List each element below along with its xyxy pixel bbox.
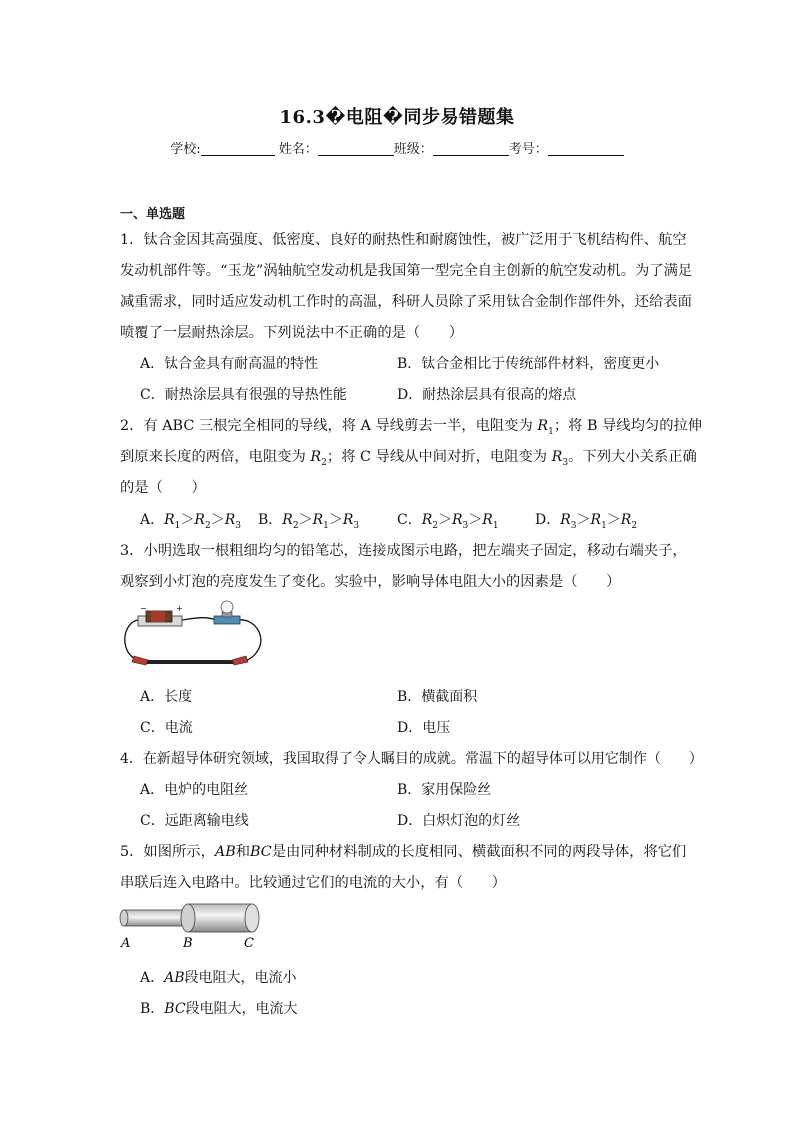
q4-option-d[interactable]: D．白炽灯泡的灯丝: [397, 813, 521, 829]
student-info-row: [0, 138, 794, 157]
r-symbol: R: [421, 512, 433, 528]
q1-line-3: 减重需求，同时适应发动机工作时的高温，科研人员除了采用钛合金制作部件外，还给表面: [120, 294, 692, 310]
q5-text: 是由同种材料制成的长度相同、横截面积不同的两段导体，将它们: [271, 844, 687, 860]
thick-conductor-bc: [188, 904, 252, 932]
subscript: 1: [548, 426, 554, 437]
subscript: 3: [353, 520, 360, 531]
exam-no-blank[interactable]: [548, 141, 624, 156]
left-clip-icon: [132, 656, 148, 665]
r-symbol: R: [342, 512, 354, 528]
thin-conductor-ab: [124, 910, 190, 926]
q4-line-1: 4．在新超导体研究领域，我国取得了令人瞩目的成就。常温下的超导体可以用它制作（ ）: [120, 751, 703, 767]
thick-conductor-face: [181, 904, 195, 932]
minus-sign: −: [140, 604, 147, 613]
subscript: 3: [235, 520, 241, 531]
q3-option-b[interactable]: B．横截面积: [397, 689, 478, 705]
gt-sign: ＞: [576, 512, 591, 528]
exam-no-label: 考号：: [508, 142, 548, 157]
middle-wire: [182, 618, 216, 620]
subscript: 2: [631, 520, 638, 531]
page-title: 16.3�电阻�同步易错题集: [279, 107, 515, 128]
gt-sign: ＞: [298, 512, 313, 528]
q5-line-2: 串联后连入电路中。比较通过它们的电流的大小，有（ ）: [120, 875, 507, 891]
q5-option-b[interactable]: [140, 998, 298, 1018]
label-b: B: [183, 936, 193, 951]
thin-conductor-end: [120, 910, 128, 926]
r-symbol: R: [620, 512, 632, 528]
r-symbol: R: [194, 512, 205, 528]
q2-text: ；将 B 导线均匀的拉伸: [553, 418, 703, 434]
r-symbol: R: [482, 512, 493, 528]
thick-conductor-end: [245, 904, 259, 932]
q3-option-d[interactable]: D．电压: [397, 720, 451, 736]
gt-sign: ＞: [438, 512, 452, 528]
school-blank[interactable]: [201, 141, 275, 156]
q3-line-1: 3．小明选取一根粗细均匀的铅笔芯，连接成图示电路，把左端夹子固定，移动右端夹子，: [120, 543, 687, 559]
r-symbol: R: [537, 418, 549, 434]
plus-sign: +: [176, 604, 183, 613]
ab-symbol: AB: [214, 844, 236, 860]
subscript: 1: [492, 520, 499, 531]
r-symbol: R: [310, 449, 322, 465]
q5-text: 5．如图所示，: [120, 844, 215, 860]
school-label: 学校:: [170, 142, 201, 157]
subscript: 3: [570, 520, 577, 531]
q2-text: 2．有 ABC 三根完全相同的导线，将 A 导线剪去一半，电阻变为: [120, 418, 538, 434]
q4-option-a[interactable]: A．电炉的电阻丝: [140, 782, 249, 798]
q2-option-a[interactable]: [140, 509, 241, 531]
q1-line-1: 1．钛合金因其高强度、低密度、良好的耐热性和耐腐蚀性，被广泛用于飞机结构件、航空: [120, 232, 687, 248]
battery-label: [151, 611, 165, 622]
subscript: 3: [462, 520, 469, 531]
subscript: 1: [323, 520, 329, 531]
q3-option-a[interactable]: A．长度: [140, 689, 193, 705]
q4-option-c[interactable]: C．远距离输电线: [140, 813, 249, 829]
name-blank[interactable]: [318, 141, 394, 156]
bulb-icon: [221, 601, 233, 613]
subscript: 1: [601, 520, 607, 531]
option-text: 段电阻大，电流大: [185, 1001, 298, 1017]
pencil-lead: [142, 660, 240, 664]
gt-sign: ＞: [210, 512, 225, 528]
q2-text: ；将 C 导线从中间对折，电阻变为: [326, 449, 552, 465]
ab-symbol: AB: [164, 970, 185, 986]
section-heading: 一、单选题: [120, 207, 186, 222]
q1-line-4: 喷覆了一层耐热涂层。下列说法中不正确的是（ ）: [120, 325, 464, 341]
subscript: 2: [432, 520, 438, 531]
q2-option-b[interactable]: [258, 509, 359, 531]
q2-text: 到原来长度的两倍，电阻变为: [120, 449, 311, 465]
name-label: 姓名：: [278, 142, 318, 157]
option-letter: A．: [140, 512, 165, 528]
gt-sign: ＞: [468, 512, 483, 528]
q4-option-b[interactable]: B．家用保险丝: [397, 782, 492, 798]
r-symbol: R: [551, 449, 563, 465]
gt-sign: ＞: [328, 512, 343, 528]
q3-option-c[interactable]: C．电流: [140, 720, 193, 736]
subscript: 2: [204, 520, 211, 531]
q1-option-a[interactable]: A．钛合金具有耐高温的特性: [140, 356, 319, 372]
right-clip-icon: [232, 656, 248, 665]
q2-line-2: [120, 446, 697, 468]
r-symbol: R: [224, 512, 236, 528]
q1-option-b[interactable]: B．钛合金相比于传统部件材料，密度更小: [397, 356, 660, 372]
gt-sign: ＞: [606, 512, 621, 528]
q5-option-a[interactable]: [140, 967, 297, 987]
q2-line-1: [120, 415, 702, 437]
r-symbol: R: [282, 512, 293, 528]
class-label: 班级：: [393, 142, 433, 157]
bc-symbol: BC: [164, 1001, 186, 1017]
r-symbol: R: [452, 512, 463, 528]
option-letter: D．: [535, 512, 561, 528]
q1-option-c[interactable]: C．耐热涂层具有很强的导热性能: [140, 387, 347, 403]
q2-option-d[interactable]: [535, 509, 637, 531]
q5-text: 和: [235, 844, 251, 860]
circuit-figure: [118, 600, 268, 675]
r-symbol: R: [590, 512, 602, 528]
class-blank[interactable]: [433, 141, 509, 156]
q3-line-2: 观察到小灯泡的亮度发生了变化。实验中，影响导体电阻大小的因素是（ ）: [120, 574, 621, 590]
q1-line-2: 发动机部件等。“玉龙”涡轴航空发动机是我国第一型完全自主创新的航空发动机。为了满足: [120, 263, 693, 279]
q2-line-3: 的是（ ）: [120, 480, 206, 496]
conductor-figure: [116, 900, 266, 952]
subscript: 2: [292, 520, 299, 531]
label-a: A: [121, 936, 131, 951]
q5-line-1: [120, 841, 686, 861]
subscript: 3: [562, 457, 569, 468]
r-symbol: R: [312, 512, 324, 528]
r-symbol: R: [164, 512, 175, 528]
gt-sign: ＞: [180, 512, 195, 528]
subscript: 1: [174, 520, 181, 531]
option-letter: A．: [140, 970, 165, 986]
option-letter: B．: [140, 1001, 165, 1017]
subscript: 2: [321, 457, 327, 468]
option-text: 段电阻大，电流小: [184, 970, 297, 986]
option-letter: B．: [258, 512, 283, 528]
right-wire: [238, 620, 261, 662]
r-symbol: R: [560, 512, 571, 528]
q2-option-c[interactable]: [397, 509, 499, 531]
label-c: C: [244, 936, 254, 951]
option-letter: C．: [397, 512, 422, 528]
bc-symbol: BC: [250, 844, 272, 860]
q1-option-d[interactable]: D．耐热涂层具有很高的熔点: [397, 387, 577, 403]
q2-text: 。下列大小关系正确: [568, 449, 697, 465]
